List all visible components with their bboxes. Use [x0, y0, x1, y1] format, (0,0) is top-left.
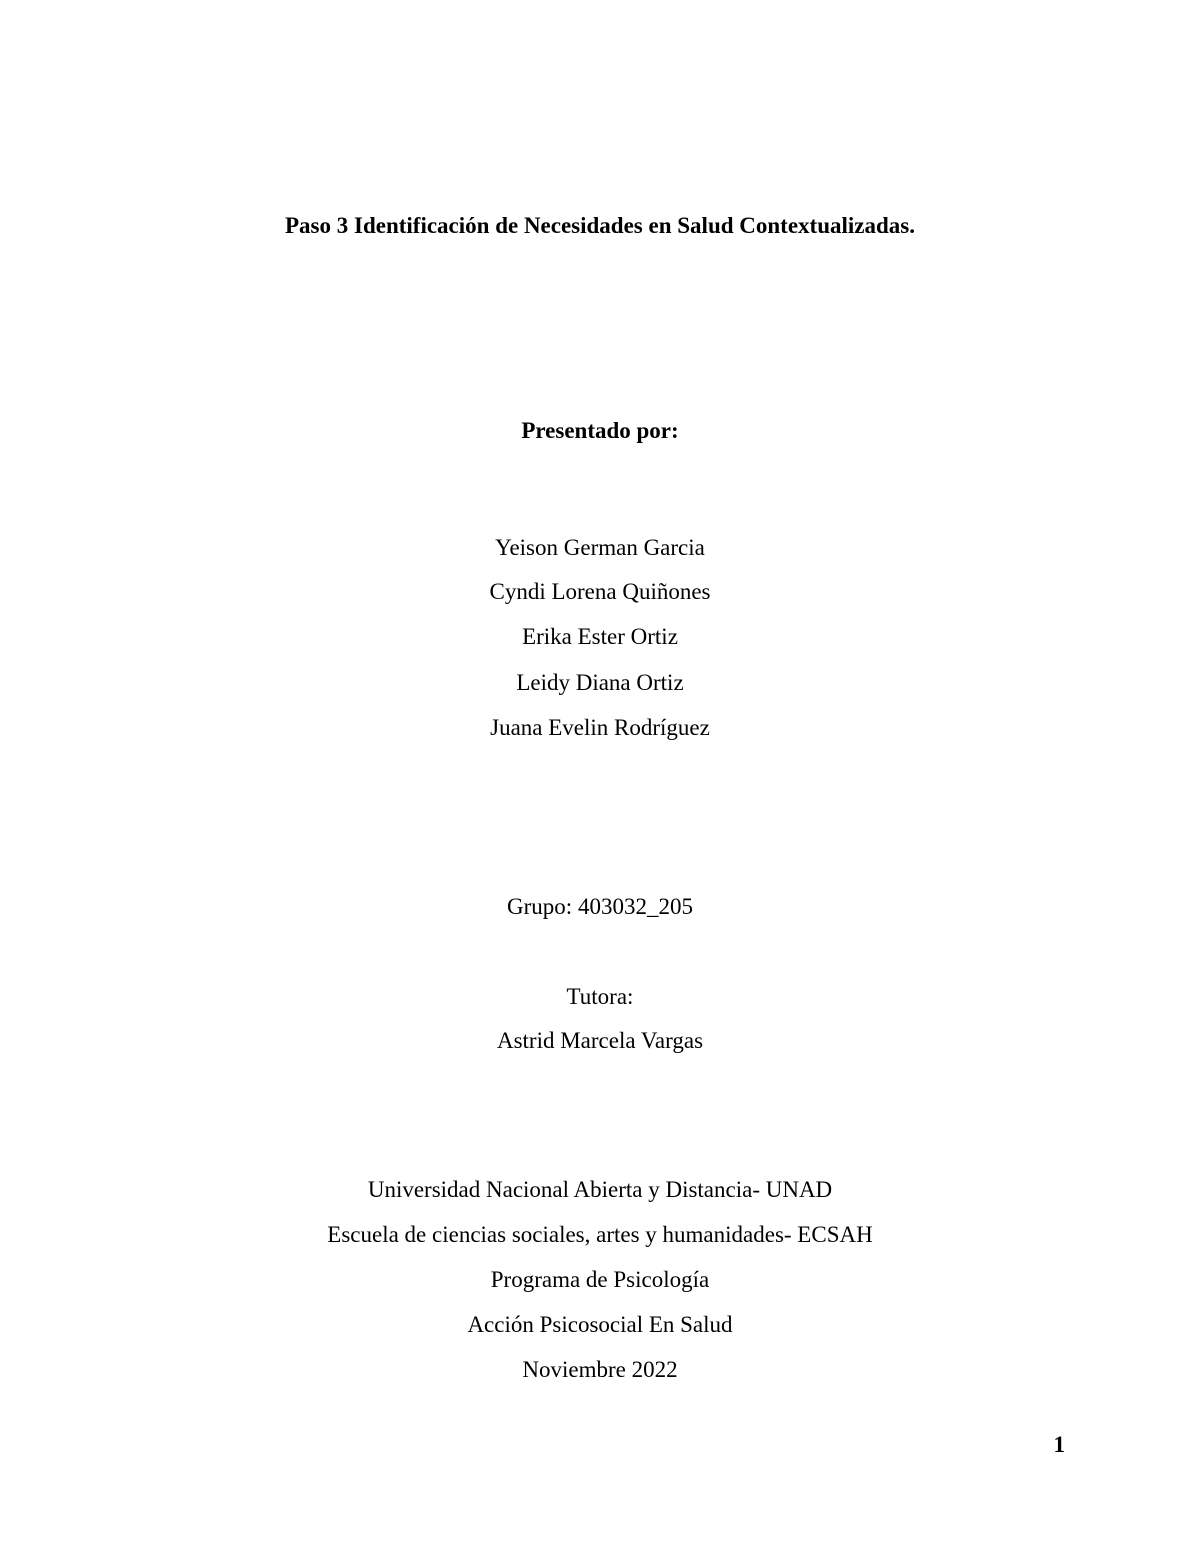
author-name: Yeison German Garcia [495, 535, 705, 560]
tutor-name: Astrid Marcela Vargas [496, 1028, 704, 1053]
document-date: Noviembre 2022 [522, 1357, 678, 1382]
author-name: Erika Ester Ortiz [522, 624, 678, 649]
school-name: Escuela de ciencias sociales, artes y humanidades- ECSAH [327, 1222, 873, 1247]
document-title: Paso 3 Identificación de Necesidades en Salud Contextualizadas. [285, 213, 915, 238]
author-name: Leidy Diana Ortiz [516, 670, 684, 695]
course-name: Acción Psicosocial En Salud [467, 1312, 733, 1337]
author-name: Cyndi Lorena Quiñones [489, 579, 711, 604]
program-name: Programa de Psicología [490, 1267, 710, 1292]
page-number: 1 [1053, 1432, 1065, 1457]
group-number: Grupo: 403032_205 [507, 894, 693, 919]
university-name: Universidad Nacional Abierta y Distancia- UNAD [367, 1177, 833, 1202]
presented-by-label: Presentado por: [521, 418, 679, 443]
tutor-label: Tutora: [566, 984, 634, 1009]
author-name: Juana Evelin Rodríguez [490, 715, 710, 740]
